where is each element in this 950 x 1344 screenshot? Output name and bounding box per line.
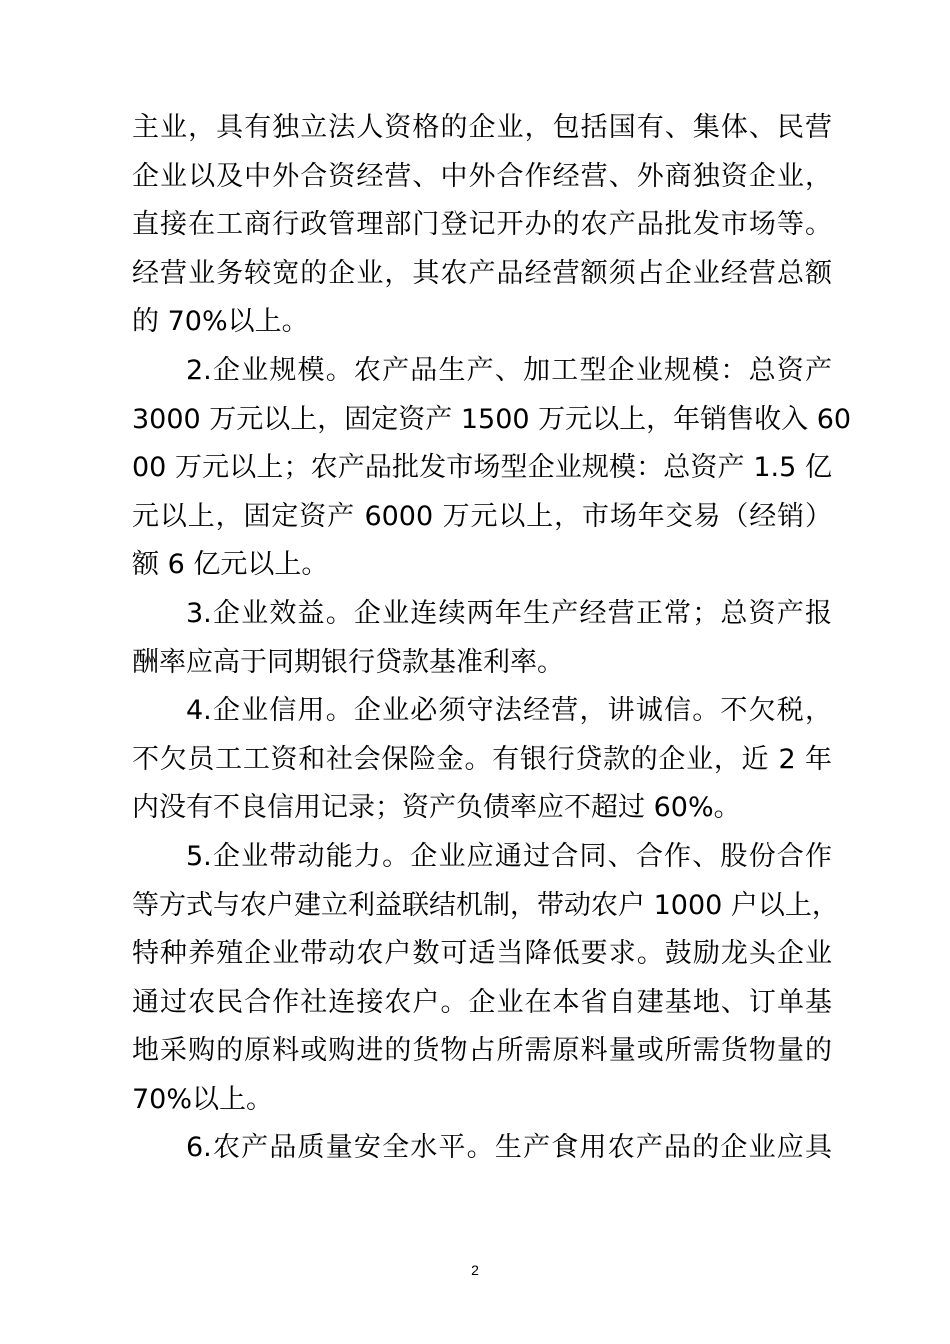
text-line: 的 70%以上。 bbox=[132, 306, 309, 338]
text-line: 5.企业带动能力。企业应通过合同、合作、股份合作 bbox=[186, 840, 832, 872]
text-line: 等方式与农户建立利益联结机制，带动农户 1000 户以上， bbox=[132, 889, 839, 921]
text-line: 4.企业信用。企业必须守法经营，讲诚信。不欠税， bbox=[186, 695, 832, 727]
text-line: 2.企业规模。农产品生产、加工型企业规模：总资产 bbox=[186, 354, 832, 386]
text-line: 内没有不良信用记录；资产负债率应不超过 60%。 bbox=[132, 792, 741, 824]
text-line: 经营业务较宽的企业，其农产品经营额须占企业经营总额 bbox=[132, 257, 832, 289]
document-body bbox=[132, 104, 852, 1173]
text-line: 不欠员工工资和社会保险金。有银行贷款的企业，近 2 年 bbox=[132, 743, 832, 775]
text-line: 元以上，固定资产 6000 万元以上，市场年交易（经销） bbox=[132, 500, 832, 532]
text-line: 主业，具有独立法人资格的企业，包括国有、集体、民营 bbox=[132, 112, 832, 143]
page-number: 2 bbox=[471, 1262, 479, 1278]
text-line: 6.农产品质量安全水平。生产食用农产品的企业应具 bbox=[186, 1132, 832, 1164]
text-line: 酬率应高于同期银行贷款基准利率。 bbox=[132, 646, 564, 678]
text-line: 企业以及中外合资经营、中外合作经营、外商独资企业， bbox=[132, 160, 832, 192]
text-line: 通过农民合作社连接农户。企业在本省自建基地、订单基 bbox=[132, 986, 832, 1018]
text-line: 地采购的原料或购进的货物占所需原料量或所需货物量的 bbox=[132, 1035, 832, 1067]
text-line: 70%以上。 bbox=[132, 1083, 274, 1115]
text-line: 额 6 亿元以上。 bbox=[132, 549, 329, 581]
text-line: 特种养殖企业带动农户数可适当降低要求。鼓励龙头企业 bbox=[132, 938, 832, 970]
text-line: 3000 万元以上，固定资产 1500 万元以上，年销售收入 60 bbox=[132, 403, 852, 435]
text-line: 3.企业效益。企业连续两年生产经营正常；总资产报 bbox=[186, 597, 832, 629]
text-line: 00 万元以上；农产品批发市场型企业规模：总资产 1.5 亿 bbox=[132, 452, 832, 484]
text-line: 直接在工商行政管理部门登记开办的农产品批发市场等。 bbox=[132, 209, 832, 241]
